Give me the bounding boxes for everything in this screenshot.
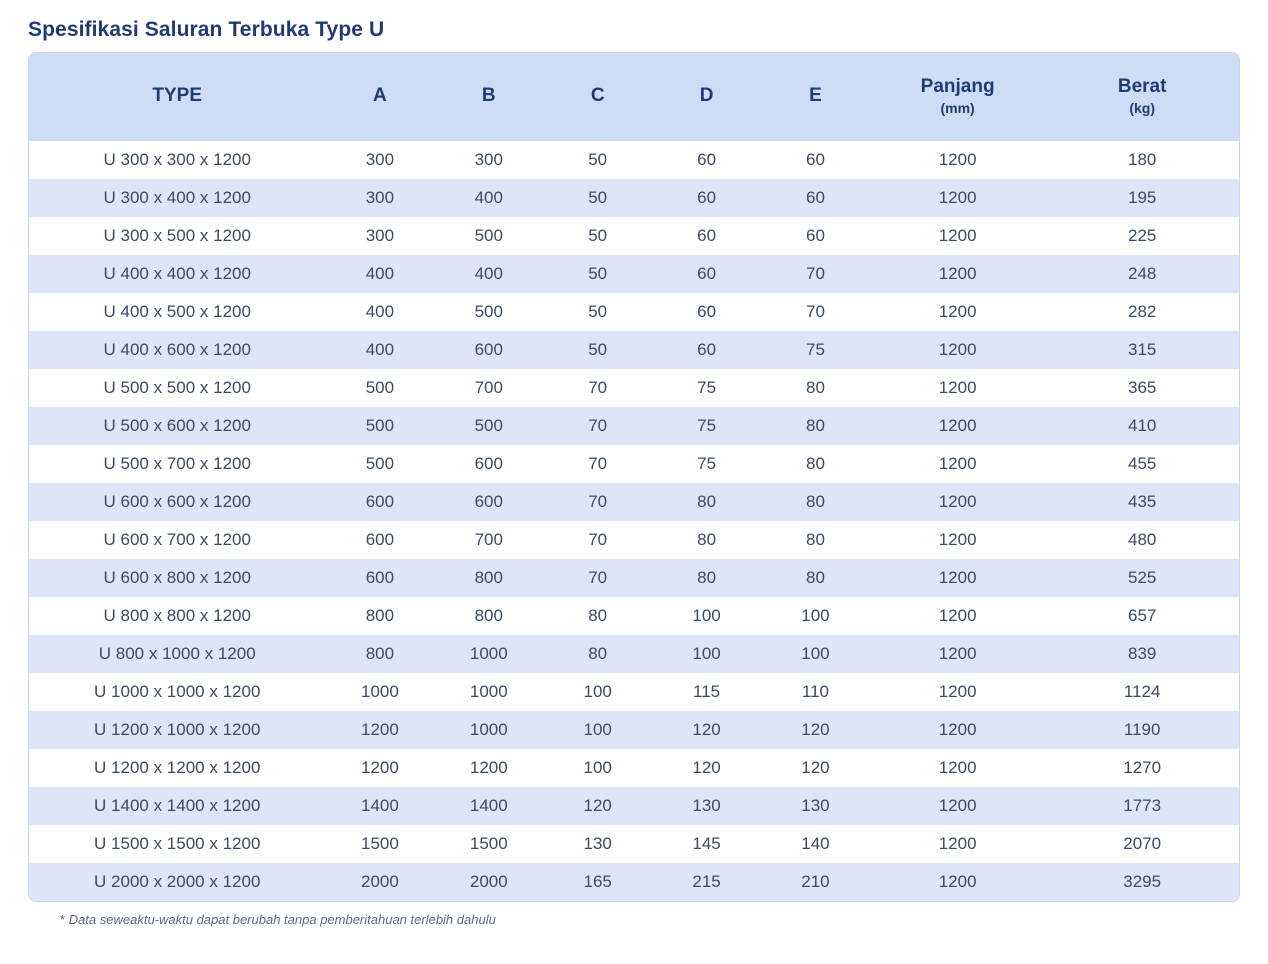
table-row bbox=[29, 141, 1239, 179]
cell-type: U 300 x 500 x 1200 bbox=[29, 217, 325, 255]
cell-value: 300 bbox=[325, 141, 434, 179]
cell-type: U 1500 x 1500 x 1200 bbox=[29, 825, 325, 863]
cell-value: 480 bbox=[1045, 521, 1239, 559]
cell-value: 600 bbox=[325, 521, 434, 559]
column-header-type-label: TYPE bbox=[152, 85, 203, 106]
spec-table-container bbox=[28, 52, 1240, 902]
column-header-e-label: E bbox=[809, 85, 822, 106]
cell-value: 1200 bbox=[870, 635, 1045, 673]
table-row bbox=[29, 179, 1239, 217]
cell-value: 500 bbox=[325, 407, 434, 445]
cell-type: U 500 x 600 x 1200 bbox=[29, 407, 325, 445]
cell-value: 1000 bbox=[434, 635, 543, 673]
column-header-a bbox=[325, 53, 434, 141]
cell-value: 525 bbox=[1045, 559, 1239, 597]
cell-value: 435 bbox=[1045, 483, 1239, 521]
cell-value: 600 bbox=[434, 445, 543, 483]
cell-type: U 500 x 500 x 1200 bbox=[29, 369, 325, 407]
cell-value: 75 bbox=[652, 369, 761, 407]
cell-value: 1200 bbox=[870, 407, 1045, 445]
cell-type: U 800 x 1000 x 1200 bbox=[29, 635, 325, 673]
table-row bbox=[29, 255, 1239, 293]
cell-value: 120 bbox=[652, 711, 761, 749]
column-header-b bbox=[434, 53, 543, 141]
cell-value: 110 bbox=[761, 673, 870, 711]
cell-value: 1200 bbox=[870, 521, 1045, 559]
cell-value: 80 bbox=[652, 559, 761, 597]
table-header bbox=[29, 53, 1239, 141]
cell-value: 80 bbox=[543, 597, 652, 635]
cell-value: 365 bbox=[1045, 369, 1239, 407]
cell-value: 50 bbox=[543, 255, 652, 293]
cell-value: 2000 bbox=[325, 863, 434, 901]
cell-value: 100 bbox=[543, 711, 652, 749]
cell-value: 70 bbox=[543, 445, 652, 483]
cell-type: U 1400 x 1400 x 1200 bbox=[29, 787, 325, 825]
cell-value: 50 bbox=[543, 217, 652, 255]
cell-value: 80 bbox=[652, 483, 761, 521]
cell-value: 100 bbox=[761, 635, 870, 673]
cell-value: 1190 bbox=[1045, 711, 1239, 749]
cell-type: U 600 x 600 x 1200 bbox=[29, 483, 325, 521]
cell-type: U 300 x 300 x 1200 bbox=[29, 141, 325, 179]
cell-value: 75 bbox=[652, 445, 761, 483]
cell-value: 130 bbox=[543, 825, 652, 863]
cell-value: 1400 bbox=[325, 787, 434, 825]
cell-value: 1200 bbox=[870, 293, 1045, 331]
cell-value: 400 bbox=[325, 255, 434, 293]
cell-value: 455 bbox=[1045, 445, 1239, 483]
page-title: Spesifikasi Saluran Terbuka Type U bbox=[28, 18, 385, 41]
cell-value: 1200 bbox=[870, 559, 1045, 597]
cell-value: 800 bbox=[434, 597, 543, 635]
cell-value: 1200 bbox=[870, 787, 1045, 825]
table-row bbox=[29, 521, 1239, 559]
cell-type: U 500 x 700 x 1200 bbox=[29, 445, 325, 483]
cell-type: U 1000 x 1000 x 1200 bbox=[29, 673, 325, 711]
cell-value: 50 bbox=[543, 141, 652, 179]
cell-type: U 1200 x 1200 x 1200 bbox=[29, 749, 325, 787]
cell-value: 1200 bbox=[870, 369, 1045, 407]
cell-value: 60 bbox=[652, 331, 761, 369]
cell-value: 800 bbox=[325, 635, 434, 673]
table-row bbox=[29, 293, 1239, 331]
cell-value: 70 bbox=[761, 255, 870, 293]
cell-value: 300 bbox=[434, 141, 543, 179]
cell-type: U 600 x 800 x 1200 bbox=[29, 559, 325, 597]
cell-value: 70 bbox=[543, 559, 652, 597]
cell-value: 70 bbox=[543, 483, 652, 521]
cell-value: 50 bbox=[543, 293, 652, 331]
cell-value: 2070 bbox=[1045, 825, 1239, 863]
cell-value: 180 bbox=[1045, 141, 1239, 179]
cell-value: 50 bbox=[543, 179, 652, 217]
cell-value: 1124 bbox=[1045, 673, 1239, 711]
table-row bbox=[29, 635, 1239, 673]
cell-value: 120 bbox=[543, 787, 652, 825]
cell-value: 165 bbox=[543, 863, 652, 901]
cell-value: 500 bbox=[325, 445, 434, 483]
cell-value: 80 bbox=[761, 559, 870, 597]
cell-value: 1200 bbox=[325, 749, 434, 787]
cell-value: 300 bbox=[325, 179, 434, 217]
cell-value: 1200 bbox=[870, 141, 1045, 179]
cell-value: 60 bbox=[652, 179, 761, 217]
cell-value: 130 bbox=[652, 787, 761, 825]
cell-value: 1773 bbox=[1045, 787, 1239, 825]
cell-value: 400 bbox=[434, 255, 543, 293]
spec-table bbox=[29, 53, 1239, 901]
table-row bbox=[29, 407, 1239, 445]
column-header-panjang-label: Panjang bbox=[920, 76, 995, 97]
cell-value: 80 bbox=[761, 445, 870, 483]
table-row bbox=[29, 559, 1239, 597]
table-row bbox=[29, 825, 1239, 863]
column-header-panjang-unit: (mm) bbox=[940, 100, 975, 116]
cell-value: 60 bbox=[652, 255, 761, 293]
cell-value: 50 bbox=[543, 331, 652, 369]
cell-value: 400 bbox=[434, 179, 543, 217]
table-row bbox=[29, 331, 1239, 369]
footnote-star: * bbox=[60, 912, 66, 927]
cell-value: 1500 bbox=[434, 825, 543, 863]
cell-value: 80 bbox=[761, 521, 870, 559]
cell-type: U 400 x 400 x 1200 bbox=[29, 255, 325, 293]
table-row bbox=[29, 711, 1239, 749]
cell-value: 600 bbox=[325, 559, 434, 597]
table-row bbox=[29, 445, 1239, 483]
cell-value: 1200 bbox=[870, 863, 1045, 901]
cell-value: 210 bbox=[761, 863, 870, 901]
column-header-d bbox=[652, 53, 761, 141]
cell-value: 140 bbox=[761, 825, 870, 863]
cell-value: 500 bbox=[434, 217, 543, 255]
column-header-c bbox=[543, 53, 652, 141]
cell-value: 700 bbox=[434, 369, 543, 407]
cell-value: 75 bbox=[652, 407, 761, 445]
cell-value: 1200 bbox=[870, 673, 1045, 711]
table-row bbox=[29, 863, 1239, 901]
cell-value: 600 bbox=[434, 483, 543, 521]
cell-value: 100 bbox=[543, 749, 652, 787]
cell-value: 100 bbox=[761, 597, 870, 635]
column-header-berat bbox=[1045, 53, 1239, 141]
cell-value: 120 bbox=[652, 749, 761, 787]
cell-value: 145 bbox=[652, 825, 761, 863]
cell-value: 80 bbox=[652, 521, 761, 559]
cell-value: 60 bbox=[652, 293, 761, 331]
cell-type: U 300 x 400 x 1200 bbox=[29, 179, 325, 217]
cell-value: 80 bbox=[761, 369, 870, 407]
cell-type: U 800 x 800 x 1200 bbox=[29, 597, 325, 635]
cell-value: 1200 bbox=[870, 597, 1045, 635]
cell-value: 60 bbox=[761, 217, 870, 255]
footnote-text: Data seweaktu-waktu dapat berubah tanpa pemberitahuan terlebih dahulu bbox=[68, 912, 496, 927]
cell-value: 1400 bbox=[434, 787, 543, 825]
cell-value: 60 bbox=[761, 179, 870, 217]
header-row bbox=[29, 53, 1239, 141]
table-row bbox=[29, 673, 1239, 711]
column-header-a-label: A bbox=[373, 85, 387, 106]
cell-value: 300 bbox=[325, 217, 434, 255]
column-header-berat-label: Berat bbox=[1117, 76, 1167, 97]
column-header-type bbox=[29, 53, 325, 141]
column-header-c-label: C bbox=[590, 85, 605, 106]
table-row bbox=[29, 749, 1239, 787]
cell-value: 1200 bbox=[870, 217, 1045, 255]
cell-value: 115 bbox=[652, 673, 761, 711]
cell-value: 2000 bbox=[434, 863, 543, 901]
cell-value: 400 bbox=[325, 331, 434, 369]
cell-value: 195 bbox=[1045, 179, 1239, 217]
cell-value: 1000 bbox=[434, 711, 543, 749]
column-header-berat-unit: (kg) bbox=[1129, 100, 1155, 116]
cell-value: 600 bbox=[434, 331, 543, 369]
footnote bbox=[60, 912, 1268, 927]
cell-value: 839 bbox=[1045, 635, 1239, 673]
cell-value: 282 bbox=[1045, 293, 1239, 331]
table-row bbox=[29, 483, 1239, 521]
cell-value: 700 bbox=[434, 521, 543, 559]
cell-value: 120 bbox=[761, 749, 870, 787]
cell-value: 800 bbox=[434, 559, 543, 597]
cell-value: 225 bbox=[1045, 217, 1239, 255]
cell-value: 1500 bbox=[325, 825, 434, 863]
cell-type: U 1200 x 1000 x 1200 bbox=[29, 711, 325, 749]
cell-value: 80 bbox=[761, 483, 870, 521]
cell-value: 410 bbox=[1045, 407, 1239, 445]
table-row bbox=[29, 369, 1239, 407]
table-body bbox=[29, 141, 1239, 901]
cell-value: 70 bbox=[543, 407, 652, 445]
cell-value: 1000 bbox=[325, 673, 434, 711]
cell-value: 1200 bbox=[870, 825, 1045, 863]
cell-value: 70 bbox=[543, 521, 652, 559]
column-header-panjang bbox=[870, 53, 1045, 141]
cell-value: 400 bbox=[325, 293, 434, 331]
cell-type: U 400 x 500 x 1200 bbox=[29, 293, 325, 331]
cell-value: 215 bbox=[652, 863, 761, 901]
cell-value: 1200 bbox=[870, 483, 1045, 521]
cell-value: 60 bbox=[652, 141, 761, 179]
table-row bbox=[29, 217, 1239, 255]
cell-value: 1200 bbox=[870, 445, 1045, 483]
cell-type: U 400 x 600 x 1200 bbox=[29, 331, 325, 369]
cell-value: 1200 bbox=[870, 255, 1045, 293]
cell-value: 100 bbox=[543, 673, 652, 711]
cell-value: 1200 bbox=[870, 179, 1045, 217]
cell-value: 75 bbox=[761, 331, 870, 369]
cell-value: 130 bbox=[761, 787, 870, 825]
cell-value: 1200 bbox=[870, 711, 1045, 749]
cell-value: 100 bbox=[652, 635, 761, 673]
cell-value: 600 bbox=[325, 483, 434, 521]
table-row bbox=[29, 597, 1239, 635]
cell-value: 1200 bbox=[870, 749, 1045, 787]
column-header-e bbox=[761, 53, 870, 141]
cell-value: 3295 bbox=[1045, 863, 1239, 901]
cell-value: 248 bbox=[1045, 255, 1239, 293]
cell-value: 60 bbox=[761, 141, 870, 179]
cell-value: 1200 bbox=[870, 331, 1045, 369]
cell-value: 1200 bbox=[434, 749, 543, 787]
cell-value: 100 bbox=[652, 597, 761, 635]
cell-value: 1000 bbox=[434, 673, 543, 711]
cell-value: 315 bbox=[1045, 331, 1239, 369]
cell-type: U 600 x 700 x 1200 bbox=[29, 521, 325, 559]
cell-value: 1270 bbox=[1045, 749, 1239, 787]
cell-value: 80 bbox=[543, 635, 652, 673]
cell-value: 80 bbox=[761, 407, 870, 445]
cell-value: 120 bbox=[761, 711, 870, 749]
column-header-b-label: B bbox=[481, 85, 496, 106]
cell-value: 500 bbox=[325, 369, 434, 407]
table-row bbox=[29, 787, 1239, 825]
cell-value: 70 bbox=[761, 293, 870, 331]
cell-value: 70 bbox=[543, 369, 652, 407]
cell-value: 1200 bbox=[325, 711, 434, 749]
cell-value: 800 bbox=[325, 597, 434, 635]
cell-type: U 2000 x 2000 x 1200 bbox=[29, 863, 325, 901]
cell-value: 500 bbox=[434, 407, 543, 445]
cell-value: 500 bbox=[434, 293, 543, 331]
cell-value: 60 bbox=[652, 217, 761, 255]
column-header-d-label: D bbox=[699, 85, 714, 106]
cell-value: 657 bbox=[1045, 597, 1239, 635]
